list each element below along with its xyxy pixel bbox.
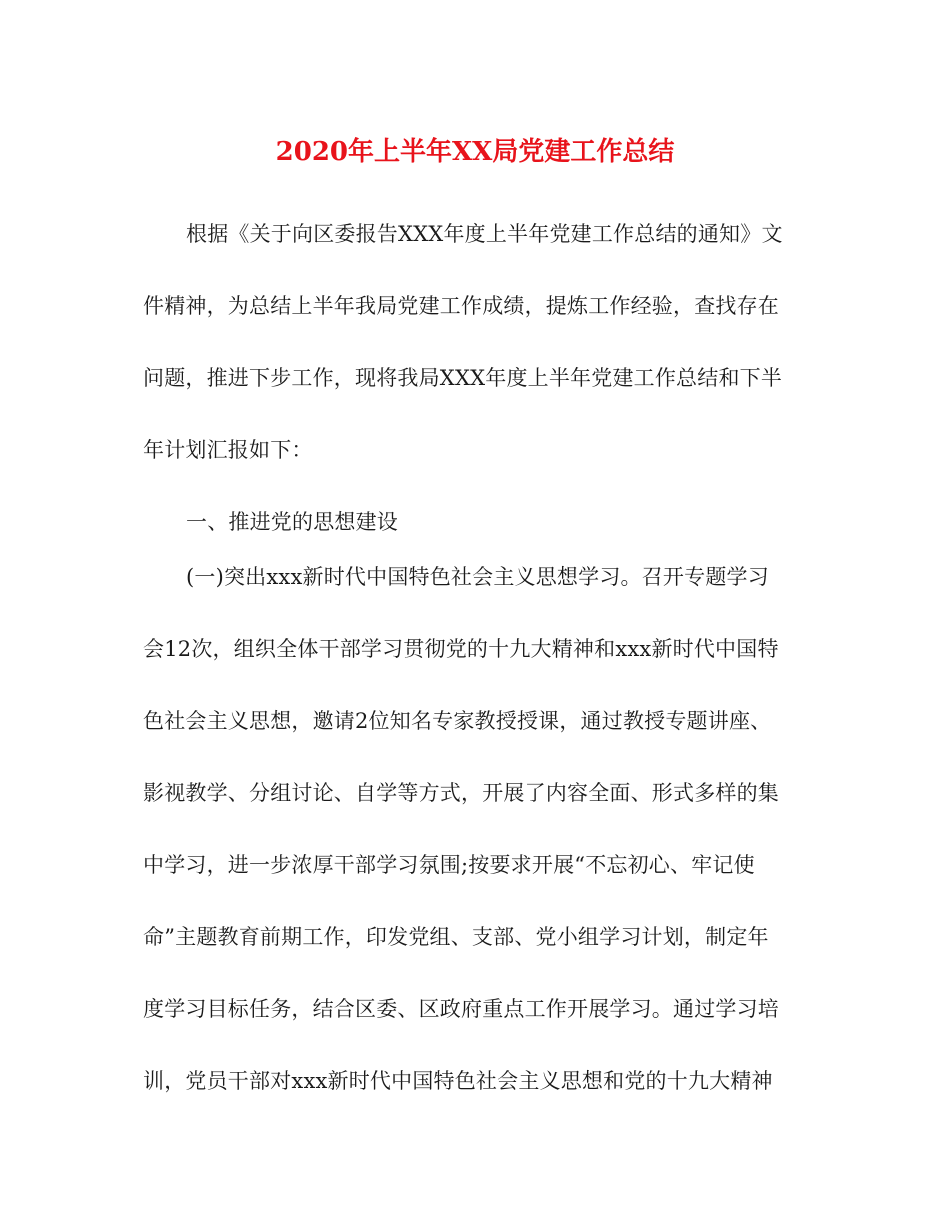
document-title: 2020年上半年XX局党建工作总结 — [275, 137, 675, 167]
paragraph-line: 色社会主义思想，邀请2位知名专家教授授课，通过教授专题讲座、 — [143, 709, 772, 733]
paragraph-line: 件精神，为总结上半年我局党建工作成绩，提炼工作经验，查找存在 — [143, 294, 779, 318]
paragraph-line: 命”主题教育前期工作，印发党组、支部、党小组学习计划，制定年 — [143, 925, 769, 949]
paragraph-line: 影视教学、分组讨论、自学等方式，开展了内容全面、形式多样的集 — [143, 781, 779, 805]
paragraph-line: 中学习，进一步浓厚干部学习氛围;按要求开展“不忘初心、牢记使 — [143, 853, 755, 877]
paragraph-line: 训，党员干部对xxx新时代中国特色社会主义思想和党的十九大精神 — [143, 1069, 773, 1093]
paragraph-line: 根据《关于向区委报告XXX年度上半年党建工作总结的通知》文 — [186, 222, 783, 246]
paragraph-line: 年计划汇报如下： — [143, 438, 313, 462]
paragraph-line: (一)突出xxx新时代中国特色社会主义思想学习。召开专题学习 — [186, 565, 769, 589]
paragraph-line: 度学习目标任务，结合区委、区政府重点工作开展学习。通过学习培 — [143, 997, 779, 1021]
section-heading: 一、推进党的思想建设 — [186, 510, 398, 534]
paragraph-line: 会12次，组织全体干部学习贯彻党的十九大精神和xxx新时代中国特 — [143, 637, 779, 661]
paragraph-line: 问题，推进下步工作，现将我局XXX年度上半年党建工作总结和下半 — [143, 366, 783, 390]
